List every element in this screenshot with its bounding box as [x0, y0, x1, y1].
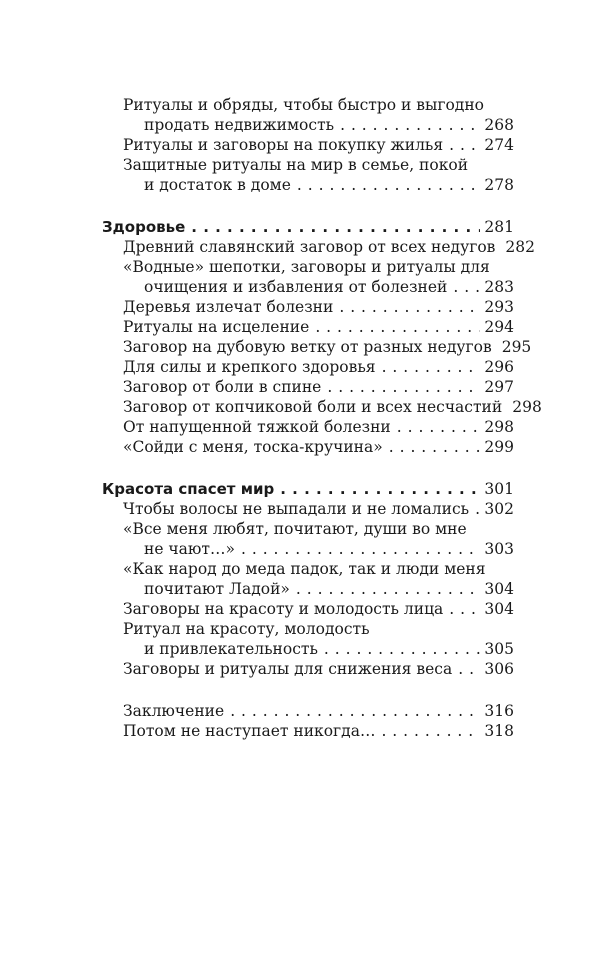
leader-dots — [449, 135, 480, 155]
toc-page-number: 318 — [484, 722, 514, 740]
toc-entry-title: Заговор от боли в спине — [123, 378, 322, 396]
leader-dots — [230, 701, 480, 721]
toc-entry — [102, 619, 514, 659]
table-of-contents — [102, 95, 542, 741]
toc-entry-title: Ритуалы и заговоры на покупку жилья — [123, 136, 444, 154]
leader-dots — [191, 217, 480, 237]
toc-entry-title: «Водные» шепотки, заговоры и ритуалы для — [123, 258, 490, 276]
toc-page-number: 304 — [484, 580, 514, 598]
toc-entry-title: «Все меня любят, почитают, души во мне — [123, 520, 467, 538]
toc-entry — [102, 599, 514, 619]
toc-page-number: 298 — [512, 398, 542, 416]
leader-dots — [453, 277, 480, 297]
toc-section-health — [102, 217, 514, 237]
leader-dots — [340, 115, 480, 135]
toc-page-number: 297 — [484, 378, 514, 396]
toc-page-number: 306 — [484, 660, 514, 678]
toc-entry-title: «Сойди с меня, тоска-кручина» — [123, 438, 383, 456]
toc-entry-title: Ритуалы и обряды, чтобы быстро и выгодно — [123, 96, 484, 114]
toc-entry-title: Для силы и крепкого здоровья — [123, 358, 376, 376]
leader-dots — [397, 417, 481, 437]
leader-dots — [296, 579, 480, 599]
leader-dots — [315, 317, 480, 337]
toc-page-number: 316 — [484, 702, 514, 720]
toc-section-beauty — [102, 479, 514, 499]
toc-entry — [102, 499, 514, 519]
toc-entry — [102, 559, 514, 599]
toc-entry — [102, 357, 514, 377]
toc-page-number: 296 — [484, 358, 514, 376]
toc-page-number: 303 — [484, 540, 514, 558]
toc-entry — [102, 95, 514, 135]
section-title: Здоровье — [102, 218, 186, 236]
toc-page-number: 283 — [484, 278, 514, 296]
leader-dots — [280, 479, 480, 499]
leader-dots — [381, 721, 480, 741]
toc-entry — [102, 701, 514, 721]
leader-dots — [458, 659, 480, 679]
toc-entry-title: Ритуал на красоту, молодость — [123, 620, 370, 638]
toc-entry-title: Деревья излечат болезни — [123, 298, 334, 316]
toc-entry-title: «Как народ до меда падок, так и люди меня — [123, 560, 486, 578]
toc-entry — [102, 519, 514, 559]
leader-dots — [327, 377, 480, 397]
toc-entry — [102, 155, 514, 195]
toc-page-number: 302 — [484, 500, 514, 518]
toc-page-number: 281 — [484, 218, 514, 236]
toc-entry-title-cont: продать недвижимость — [144, 116, 335, 134]
toc-entry-title: Чтобы волосы не выпадали и не ломались — [123, 500, 470, 518]
toc-entry — [102, 257, 514, 297]
toc-entry-title-cont: не чают…» — [144, 540, 235, 558]
toc-entry — [102, 397, 542, 417]
leader-dots — [389, 437, 481, 457]
toc-page-number: 304 — [484, 600, 514, 618]
leader-dots — [324, 639, 481, 659]
toc-entry-title: Заговоры и ритуалы для снижения веса — [123, 660, 453, 678]
toc-page-number: 305 — [484, 640, 514, 658]
toc-entry — [102, 237, 535, 257]
leader-dots — [382, 357, 481, 377]
toc-entry — [102, 135, 514, 155]
toc-entry-title: Потом не наступает никогда… — [123, 722, 376, 740]
toc-page-number: 301 — [484, 480, 514, 498]
leader-dots — [339, 297, 480, 317]
toc-page-number: 278 — [484, 176, 514, 194]
toc-entry — [102, 437, 514, 457]
leader-dots — [297, 175, 480, 195]
toc-entry — [102, 659, 514, 679]
toc-entry-title: Ритуалы на исцеление — [123, 318, 310, 336]
toc-page-number: 268 — [484, 116, 514, 134]
toc-page-number: 293 — [484, 298, 514, 316]
toc-entry-title: Защитные ритуалы на мир в семье, покой — [123, 156, 469, 174]
toc-entry-title: От напущенной тяжкой болезни — [123, 418, 391, 436]
toc-entry-title-cont: почитают Ладой» — [144, 580, 290, 598]
toc-entry — [102, 297, 514, 317]
toc-group-realty — [102, 95, 514, 195]
toc-entry — [102, 337, 532, 357]
toc-page-number: 294 — [484, 318, 514, 336]
toc-group-beauty — [102, 499, 514, 679]
leader-dots — [475, 499, 480, 519]
toc-entry — [102, 377, 514, 397]
section-title: Красота спасет мир — [102, 480, 275, 498]
toc-entry-title-cont: и достаток в доме — [144, 176, 291, 194]
toc-page-number: 299 — [484, 438, 514, 456]
toc-entry-title: Заключение — [123, 702, 225, 720]
toc-entry-title: Древний славянский заговор от всех недугов — [123, 238, 496, 256]
toc-group-closing — [102, 701, 514, 741]
toc-entry-title-cont: и привлекательность — [144, 640, 318, 658]
toc-entry — [102, 417, 514, 437]
toc-entry-title: Заговор на дубовую ветку от разных недугов — [123, 338, 492, 356]
toc-entry-title: Заговор от копчиковой боли и всех несчастий — [123, 398, 503, 416]
toc-page-number: 295 — [501, 338, 532, 356]
toc-entry-title-cont: очищения и избавления от болезней — [144, 278, 448, 296]
leader-dots — [241, 539, 480, 559]
toc-page-number: 298 — [484, 418, 514, 436]
toc-page-number: 282 — [505, 238, 535, 256]
toc-group-health — [102, 237, 542, 457]
toc-entry — [102, 317, 514, 337]
toc-page-number: 274 — [484, 136, 514, 154]
leader-dots — [449, 599, 480, 619]
toc-entry-title: Заговоры на красоту и молодость лица — [123, 600, 444, 618]
toc-entry — [102, 721, 514, 741]
